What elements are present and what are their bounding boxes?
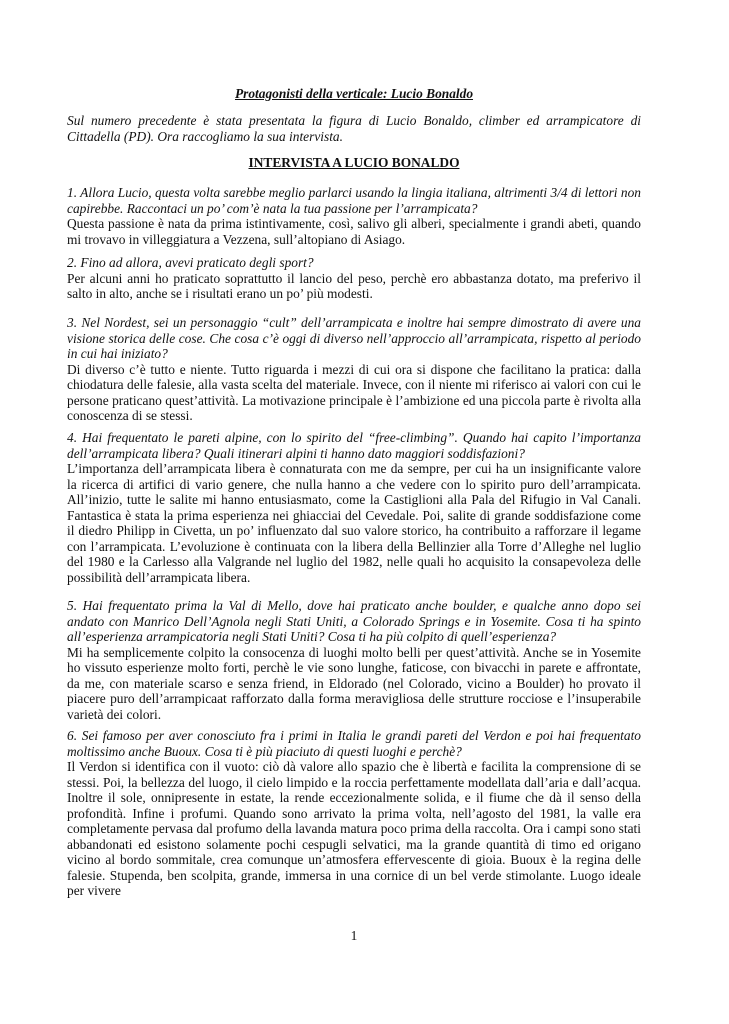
question-3: 3. Nel Nordest, sei un personaggio “cult” dell’arrampicata e inoltre hai sempre dimostrato di avere una visione storica delle cose. Che cosa c’è oggi di diverso nell’approccio all’arrampicata, rispetto al periodo in cui hai iniziato? (67, 315, 641, 361)
interview-heading-text: INTERVISTA A LUCIO BONALDO (248, 155, 460, 170)
page-number: 1 (350, 928, 358, 943)
answer-5: Mi ha semplicemente colpito la consocenza di luoghi molto belli per quest’attività. Anche se in Yosemite ho vissuto esperienze molto forti, perchè le vie sono lunghe, faticose, con bivacchi in parete e affrontate, da me, con materiale scarso e senza friend, in Eldorado (nel Colorado, vicino a Boulder) ho provato il piacere puro dell’arrampicaat rafforzato dalla forma meravigliosa delle strutture rocciose e l’insuperabile varietà dei colori. (67, 644, 641, 722)
answer-4: L’importanza dell’arrampicata libera è connaturata con me da sempre, per cui ha un insignificante valore la ricerca di artifici di vario genere, che nulla hanno a che vedere con lo spirito puro dell’arrampicata. All’inizio, tutte le salite mi hanno entusiasmato, come la Castiglioni alla Pala del Rifugio in Val Canali. Fantastica è stata la prima esperienza nei ghiacciai del Cevedale. Poi, salite di grande soddisfazione come il diedro Philipp in Civetta, un po’ influenzato dal suo valore storico, ha contribuito a rafforzare il legame con l’arrampicata. L’evoluzione è continuata con la libera della Bellinzier alla Torre d’Alleghe nel luglio del 1980 e la Carlesso alla Valgrande nel luglio del 1982, nelle quali ho acquisito la consapevoleza delle possibilità dell’arrampicata libera. (67, 461, 641, 585)
question-2: 2. Fino ad allora, avevi praticato degli sport? (67, 255, 314, 270)
intro-paragraph: Sul numero precedente è stata presentata la figura di Lucio Bonaldo, climber ed arrampicatore di Cittadella (PD). Ora raccogliamo la sua intervista. (67, 113, 641, 144)
document-page (67, 0, 641, 1024)
question-4: 4. Hai frequentato le pareti alpine, con lo spirito del “free-climbing”. Quando hai capito l’importanza dell’arrampicata libera? Quali itinerari alpini ti hanno dato maggiori soddisfazioni? (67, 430, 641, 461)
answer-2: Per alcuni anni ho praticato soprattutto il lancio del peso, perchè ero abbastanza dotato, ma preferivo il salto in alto, anche se i risultati erano un po’ più modesti. (67, 270, 641, 301)
qa-block-5 (67, 598, 641, 722)
question-1: 1. Allora Lucio, questa volta sarebbe meglio parlarci usando la lingia italiana, altrimenti 3/4 di lettori non capirebbe. Raccontaci un po’ com’è nata la tua passione per l’arrampicata? (67, 185, 641, 216)
question-6: 6. Sei famoso per aver conosciuto fra i primi in Italia le grandi pareti del Verdon e poi hai frequentato moltissimo anche Buoux. Cosa ti è più piaciuto di questi luoghi e perchè? (67, 728, 641, 759)
answer-3: Di diverso c’è tutto e niente. Tutto riguarda i mezzi di cui ora si dispone che facilitano la pratica: dalla chiodatura delle falesie, alla vasta scelta del materiale. Invece, con il niente mi riferisco ai valori con cui le persone praticano quest’attività. La motivazione principale è l’ambizione ed una piccola parte è rivolta alla conoscenza di se stessi. (67, 361, 641, 423)
question-5: 5. Hai frequentato prima la Val di Mello, dove hai praticato anche boulder, e qualche anno dopo sei andato con Manrico Dell’Agnola negli Stati Uniti, a Colorado Springs e in Yosemite. Cosa ti ha spinto all’esperienza arrampicatoria negli Stati Uniti? Cosa ti ha più colpito di quell’esperienza? (67, 598, 641, 644)
qa-block-6 (67, 728, 641, 899)
article-title (67, 86, 641, 102)
qa-block-4 (67, 430, 641, 585)
qa-block-3 (67, 315, 641, 424)
interview-heading (67, 155, 641, 171)
qa-block-2 (67, 255, 641, 302)
qa-block-1 (67, 185, 641, 247)
answer-6: Il Verdon si identifica con il vuoto: ciò dà valore allo spazio che è libertà e facilita la comprensione di se stessi. Poi, la bellezza del luogo, il cielo limpido e la roccia perfettamente modellata dall’aria e dall’acqua. Inoltre il sole, onnipresente in estate, la rende eccezionalmente solida, e il fiume che dà il senso della profondità. Infine i profumi. Quando sono arrivato la prima volta, nell’agosto del 1981, la valle era completamente pervasa dal profumo della lavanda matura poco prima della raccolta. Ora i campi sono stati abbandonati ed esistono solamente pochi cespugli selvatici, ma la grande quantità di timo ed origano vicino al bordo sommitale, crea comunque un’atmosfera effervescente di gioia. Buoux è la regina delle falesie. Stupenda, ben scolpita, grande, immersa in una cornice di un bel verde stimolante. Luogo ideale per vivere (67, 759, 641, 898)
answer-1: Questa passione è nata da prima istintivamente, così, salivo gli alberi, specialmente i grandi abeti, quando mi trovavo in villeggiatura a Vezzena, sull’altopiano di Asiago. (67, 216, 641, 247)
article-title-text: Protagonisti della verticale: Lucio Bonaldo (234, 86, 474, 101)
